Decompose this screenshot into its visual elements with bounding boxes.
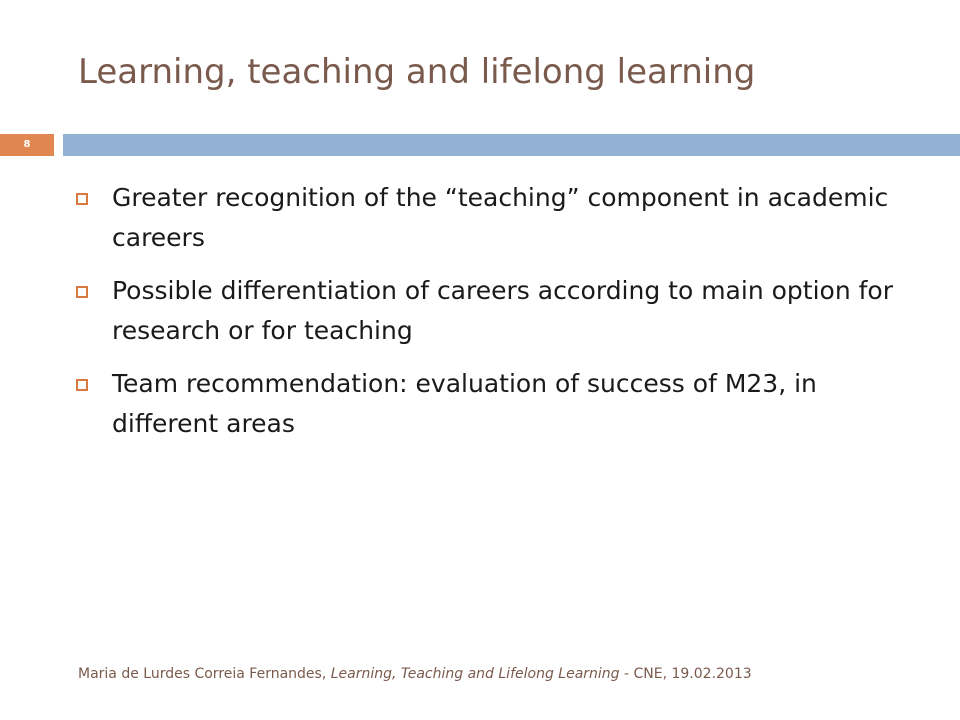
slide-number: 8 — [23, 139, 31, 150]
header-divider-bar — [63, 134, 960, 156]
slide-title: Learning, teaching and lifelong learning — [78, 52, 756, 92]
footer-suffix: - CNE, 19.02.2013 — [619, 666, 752, 682]
bullet-item — [76, 271, 926, 351]
bullet-list — [76, 178, 926, 457]
bullet-text: Team recommendation: evaluation of success of M23, in different areas — [112, 369, 817, 438]
square-bullet-icon — [76, 193, 88, 205]
footer-author: Maria de Lurdes Correia Fernandes, — [78, 666, 331, 682]
bullet-item — [76, 364, 926, 444]
square-bullet-icon — [76, 286, 88, 298]
footer-work-title: Learning, Teaching and Lifelong Learning — [330, 666, 620, 682]
bullet-item — [76, 178, 926, 258]
bullet-text: Greater recognition of the “teaching” component in academic careers — [112, 183, 889, 252]
slide-footer — [78, 666, 752, 682]
square-bullet-icon — [76, 379, 88, 391]
bullet-text: Possible differentiation of careers according to main option for research or for teaching — [112, 276, 893, 345]
